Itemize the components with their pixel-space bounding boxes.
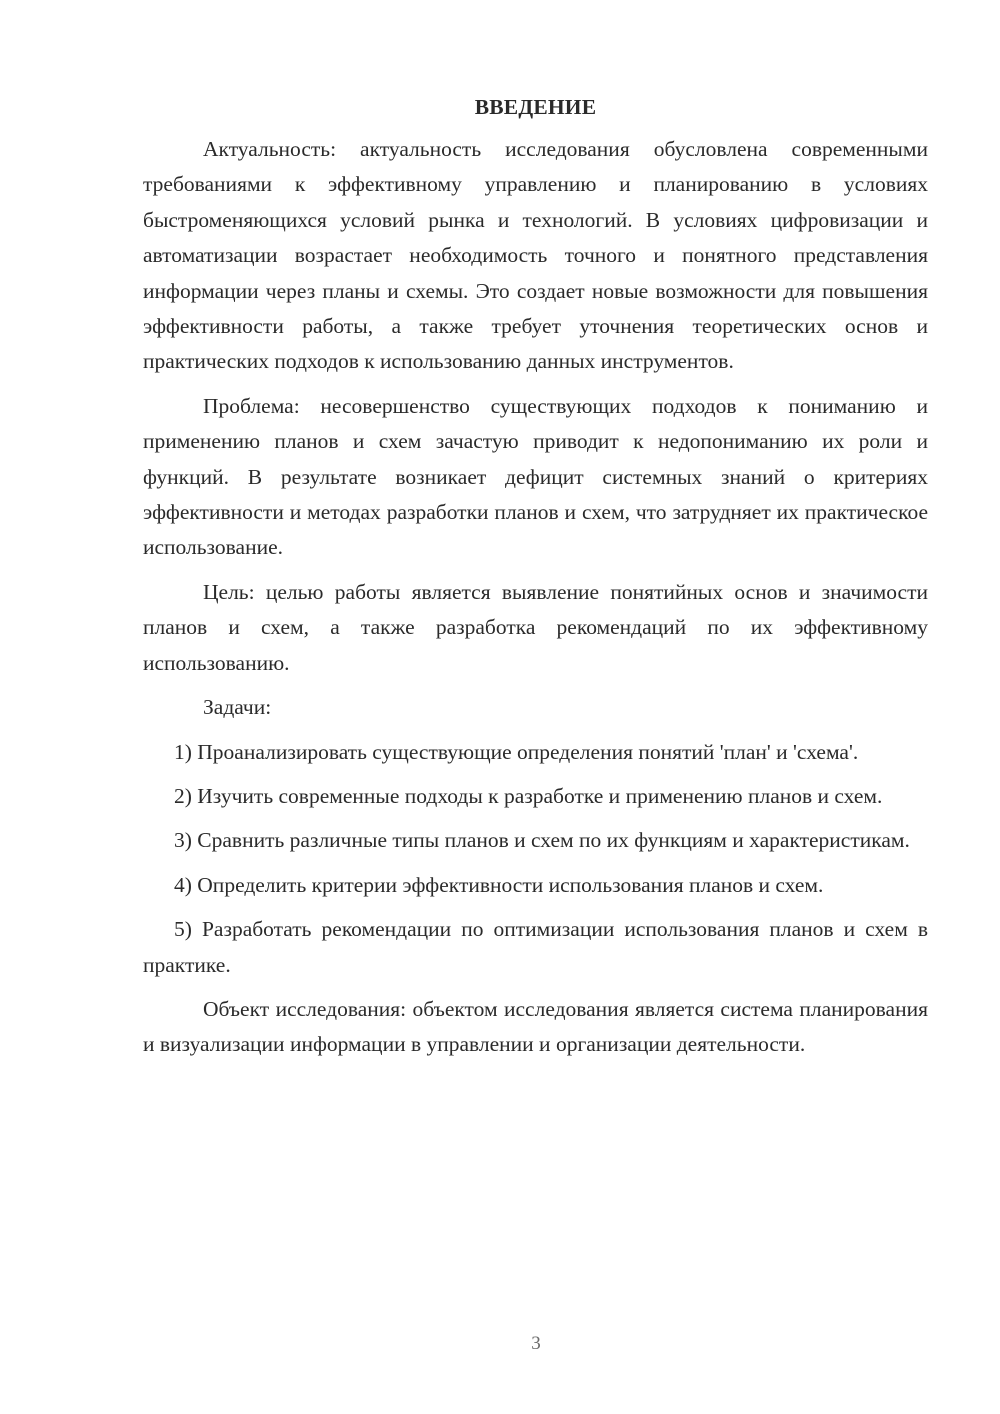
task-item-3: 3) Сравнить различные типы планов и схем по их функциям и характеристикам. (174, 828, 910, 853)
task-item-2: 2) Изучить современные подходы к разработке и применению планов и схем. (174, 783, 883, 808)
task-item-4: 4) Определить критерии эффективности использования планов и схем. (174, 872, 824, 897)
paragraph-problem: Проблема: несовершенство существующих подходов к пониманию и применению планов и схем зачастую приводит к недопониманию их роли и функций. В результате возникает дефицит системных знаний о критериях эффективности и методах разработки планов и схем, что затрудняет их практическое использование. (143, 393, 928, 560)
section-title: ВВЕДЕНИЕ (474, 95, 597, 119)
task-item-1: 1) Проанализировать существующие определения понятий 'план' и 'схема'. (174, 739, 859, 764)
paragraph-relevance: Актуальность: актуальность исследования обусловлена современными требованиями к эффективному управлению и планированию в условиях быстроменяющихся условий рынка и технологий. В условиях цифровизации и автоматизации возрастает необходимость точного и понятного представления информации через планы и схемы. Это создает новые возможности для повышения эффективности работы, а также требует уточнения теоретических основ и практических подходов к использованию данных инструментов. (143, 137, 928, 374)
page-number: 3 (531, 1333, 541, 1354)
document-page (143, 90, 928, 1072)
tasks-heading: Задачи: (203, 695, 272, 720)
paragraph-object: Объект исследования: объектом исследования является система планирования и визуализации информации в управлении и организации деятельности. (143, 996, 928, 1057)
task-item-5: 5) Разработать рекомендации по оптимизации использования планов и схем в практике. (143, 917, 928, 977)
paragraph-goal: Цель: целью работы является выявление понятийных основ и значимости планов и схем, а также разработка рекомендаций по их эффективному использованию. (143, 579, 928, 675)
